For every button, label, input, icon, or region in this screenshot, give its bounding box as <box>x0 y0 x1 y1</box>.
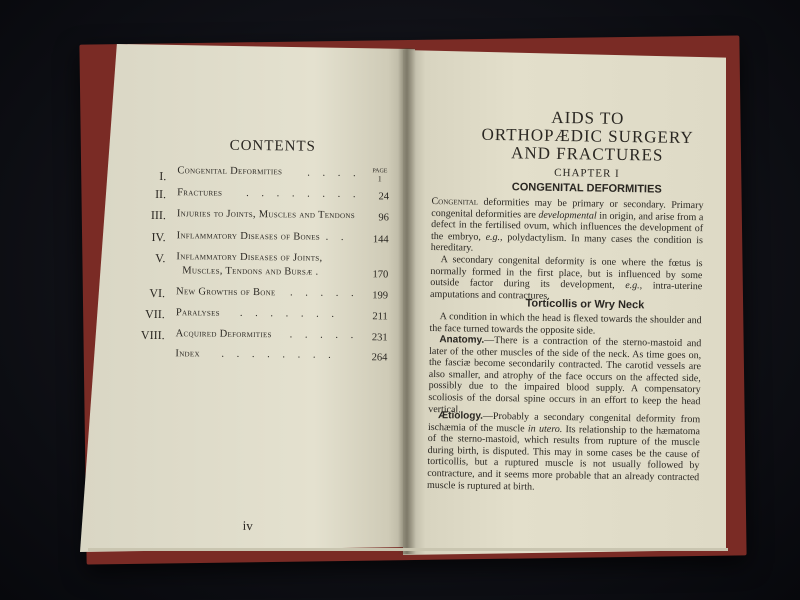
toc-page: 231 <box>371 332 388 344</box>
toc-title: Fractures <box>177 187 223 199</box>
toc-title: Inflammatory Diseases of Bones <box>176 230 321 243</box>
toc-num: VIII. <box>140 327 165 343</box>
chapter-title: CONGENITAL DEFORMITIES <box>511 181 662 196</box>
paragraph: A secondary congenital deformity is one where the fœtus is normally formed in the first place, but is influenced by some outside factor during its development, e.g., intra-uterine amputations and contractures. <box>429 254 703 302</box>
toc-title: New Growths of Bone <box>176 286 276 299</box>
toc-title: Inflammatory Diseases of Joints, <box>176 251 323 264</box>
subheading: Torticollis or Wry Neck <box>525 297 645 312</box>
toc-num: I. <box>159 169 167 184</box>
book-title-line: ORTHOPÆDIC SURGERY <box>481 124 694 148</box>
toc-dots: . . . . . . . . <box>246 187 361 201</box>
toc-page: 96 <box>378 212 389 224</box>
book-title-line: AND FRACTURES <box>510 143 664 165</box>
toc-page: 144 <box>372 234 389 246</box>
toc-dots: . . . . . <box>290 287 359 300</box>
paragraph: Congenital deformities may be primary or secondary. Primary congenital deformities are developmental in origin, and arise from a defect in the fertilised ovum, which influences the development of the embryo, e.g., polydactylism. In many cases the condition is hereditary. <box>430 195 704 255</box>
chapter-number: CHAPTER I <box>554 166 620 180</box>
toc-num: V. <box>155 251 166 266</box>
toc-page: 24 <box>378 191 390 203</box>
toc-dots: . . <box>325 231 349 244</box>
toc-num: III. <box>150 207 166 223</box>
toc-page: 199 <box>372 290 389 302</box>
toc-num: VI. <box>149 285 166 301</box>
toc-dots: . . . . . <box>289 329 359 342</box>
page-number: iv <box>242 517 253 534</box>
toc-num: VII. <box>145 306 165 322</box>
toc-title: Muscles, Tendons and Bursæ . <box>182 265 319 278</box>
toc-page: 211 <box>372 311 388 323</box>
toc-dots: . . . . <box>307 167 361 180</box>
toc-num: II. <box>155 187 167 202</box>
contents-heading: CONTENTS <box>229 137 317 155</box>
toc-title: Injuries to Joints, Muscles and Tendons <box>176 208 355 222</box>
toc-title: Paralyses <box>175 307 220 319</box>
toc-title: Index <box>175 348 200 360</box>
toc-num: IV. <box>151 229 166 245</box>
toc-page: 264 <box>371 352 388 364</box>
paragraph: A condition in which the head is flexed towards the shoulder and the face turned towards the opposite side. <box>429 311 702 337</box>
toc-page: 170 <box>372 269 389 281</box>
toc-title: Acquired Deformities <box>175 328 272 341</box>
page-column-label: PAGE 1 <box>372 168 388 184</box>
toc-title: Congenital Deformities <box>177 165 283 178</box>
book-title-line: AIDS TO <box>551 107 625 128</box>
toc-dots: . . . . . . . . <box>221 348 336 361</box>
toc-dots: . . . . . . . <box>239 307 340 320</box>
paragraph: Anatomy.—There is a contraction of the sterno-mastoid and later of the other muscles of the side of the neck. As time goes on, the fasciæ become secondarily contracted. The carotid vessels are also smaller, and atrophy of the face occurs on the affected side, possibly due to the impaired blood supply. A compensatory scoliosis of the dorsal spine occurs in an effort to keep the head vertical. <box>428 334 702 416</box>
paragraph: Ætiology.—Probably a secondary congenital deformity from ischæmia of the muscle in utero. Its relationship to the hæmatoma of the sterno-mastoid, which results from rupture of the muscle during birth, is disputed. This may in some cases be the cause of torticollis, but a ruptured muscle is not usually followed by contracture, and it seems more probable that an already contracted muscle is ruptured at birth. <box>426 410 701 493</box>
